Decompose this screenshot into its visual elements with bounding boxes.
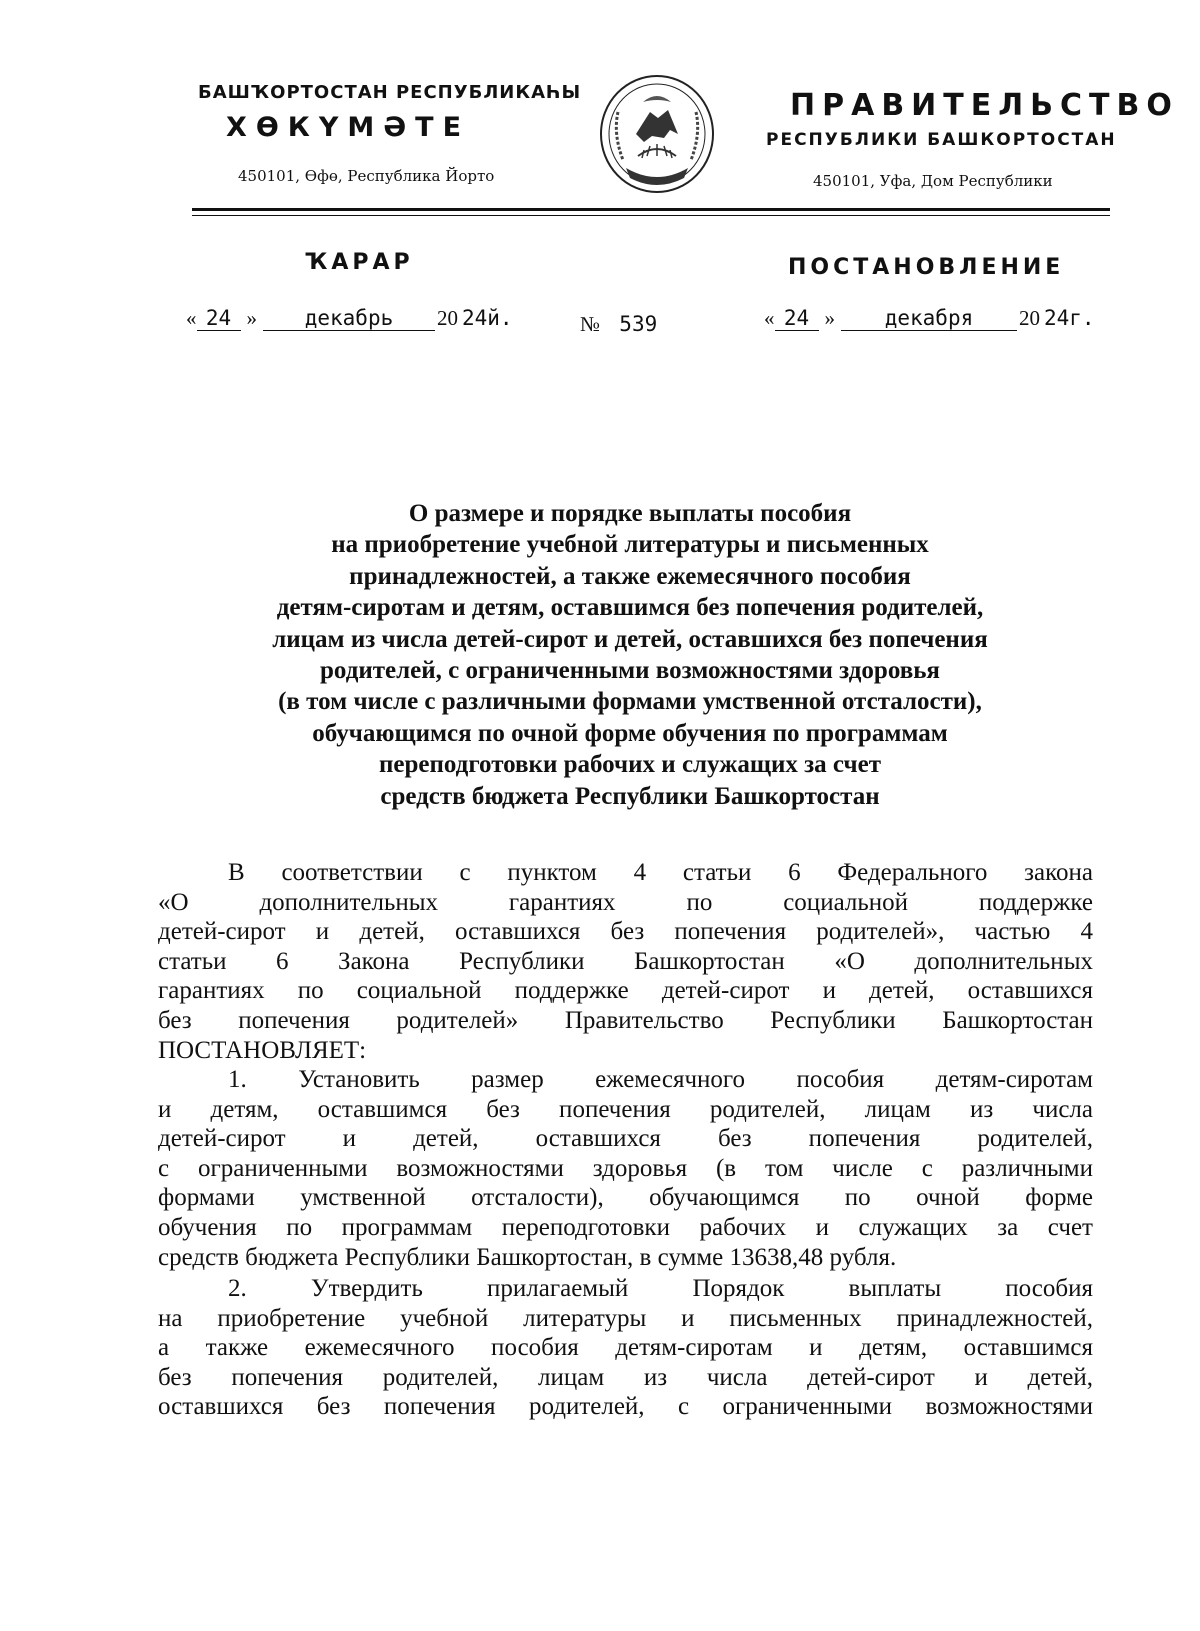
number-label: № [580,312,601,336]
preamble-line: В соответствии с пунктом 4 статьи 6 Федерального закона [228,859,1093,886]
header-rule-thick [192,208,1110,211]
title-line: принадлежностей, а также ежемесячного пособия [349,562,911,590]
ba-government-name: ХӨКҮМӘТЕ [226,112,471,143]
date-ru-year-suffix: 24г. [1044,306,1095,330]
ru-government-name: ПРАВИТЕЛЬСТВО [790,88,1179,123]
item-2-line: оставшихся без попечения родителей, с ограниченными возможностями [158,1393,1093,1421]
decree-word: ПОСТАНОВЛЯЕТ: [158,1036,367,1064]
ba-republic-name: БАШҠОРТОСТАН РЕСПУБЛИКАҺЫ [198,82,582,103]
preamble-line: статьи 6 Закона Республики Башкортостан «О дополнительных [158,947,1093,975]
title-line: детям-сиротам и детям, оставшимся без попечения родителей, [276,594,984,622]
title-line: лицам из числа детей-сирот и детей, оставшихся без попечения [272,625,988,653]
date-ru [764,306,1095,331]
ru-republic-name: РЕСПУБЛИКИ БАШКОРТОСТАН [766,130,1117,150]
number-value: 539 [619,312,658,336]
preamble-line: без попечения родителей» Правительство Республики Башкортостан [158,1006,1093,1034]
date-ba-year-suffix: 24й. [462,306,513,330]
title-line: О размере и порядке выплаты пособия [408,500,852,527]
item-2-line: 2. Утвердить прилагаемый Порядок выплаты пособия [228,1275,1093,1302]
doc-kind-ru: ПОСТАНОВЛЕНИЕ [788,255,1065,280]
header-rule-thin [192,215,1110,216]
item-1-line: формами умственной отсталости), обучающимся по очной форме [158,1184,1093,1212]
item-2-paragraph [158,1274,1093,1422]
item-2-line: без попечения родителей, лицам из числа детей-сирот и детей, [158,1363,1093,1391]
ba-address: 450101, Өфө, Республика Йорто [238,167,495,185]
date-ba-close-quote: » [246,306,257,330]
item-1-line: и детям, оставшимся без попечения родителей, лицам из числа [158,1095,1093,1123]
item-1-paragraph [158,1065,1093,1272]
date-ru-day: 24 [775,306,819,331]
title-line: средств бюджета Республики Башкортостан [380,782,880,810]
item-1-line: средств бюджета Республики Башкортостан, в сумме 13638,48 рубля. [158,1243,897,1271]
date-ba-year-prefix: 20 [437,306,458,330]
title-line: родителей, с ограниченными возможностями здоровья [320,657,940,685]
item-1-line: с ограниченными возможностями здоровья (в том числе с различными [158,1154,1093,1182]
preamble-line: гарантиях по социальной поддержке детей-сирот и детей, оставшихся [158,977,1093,1005]
item-2-line: а также ежемесячного пособия детям-сиротам и детям, оставшимся [158,1334,1093,1362]
item-1-line: детей-сирот и детей, оставшихся без попечения родителей, [158,1125,1093,1153]
title-line: переподготовки рабочих и служащих за счет [378,751,881,779]
document-title [170,498,1090,812]
item-1-line: 1. Установить размер ежемесячного пособия детям-сиротам [228,1066,1093,1093]
date-ba-month: декабрь [263,306,435,331]
date-ru-year-prefix: 20 [1019,306,1040,330]
date-ru-open-quote: « [764,306,775,330]
item-1-line: обучения по программам переподготовки рабочих и служащих за счет [158,1213,1093,1241]
date-ru-close-quote: » [824,306,835,330]
document-number [580,312,657,337]
preamble-paragraph [158,858,1093,1065]
item-2-line: на приобретение учебной литературы и письменных принадлежностей, [158,1304,1093,1332]
ru-address: 450101, Уфа, Дом Республики [813,172,1053,190]
title-line: (в том числе с различными формами умственной отсталости), [278,688,982,716]
preamble-line: детей-сирот и детей, оставшихся без попечения родителей», частью 4 [158,918,1093,946]
title-line: на приобретение учебной литературы и письменных [331,531,929,559]
date-ru-month: декабря [841,306,1017,331]
doc-kind-ba: ҠАРАР [305,250,414,275]
date-ba-open-quote: « [186,306,197,330]
title-line: обучающимся по очной форме обучения по программам [312,719,948,747]
coat-of-arms-emblem-icon [598,72,716,196]
date-ba-day: 24 [197,306,241,331]
date-ba [186,306,513,331]
preamble-line: «О дополнительных гарантиях по социальной поддержке [158,888,1093,916]
